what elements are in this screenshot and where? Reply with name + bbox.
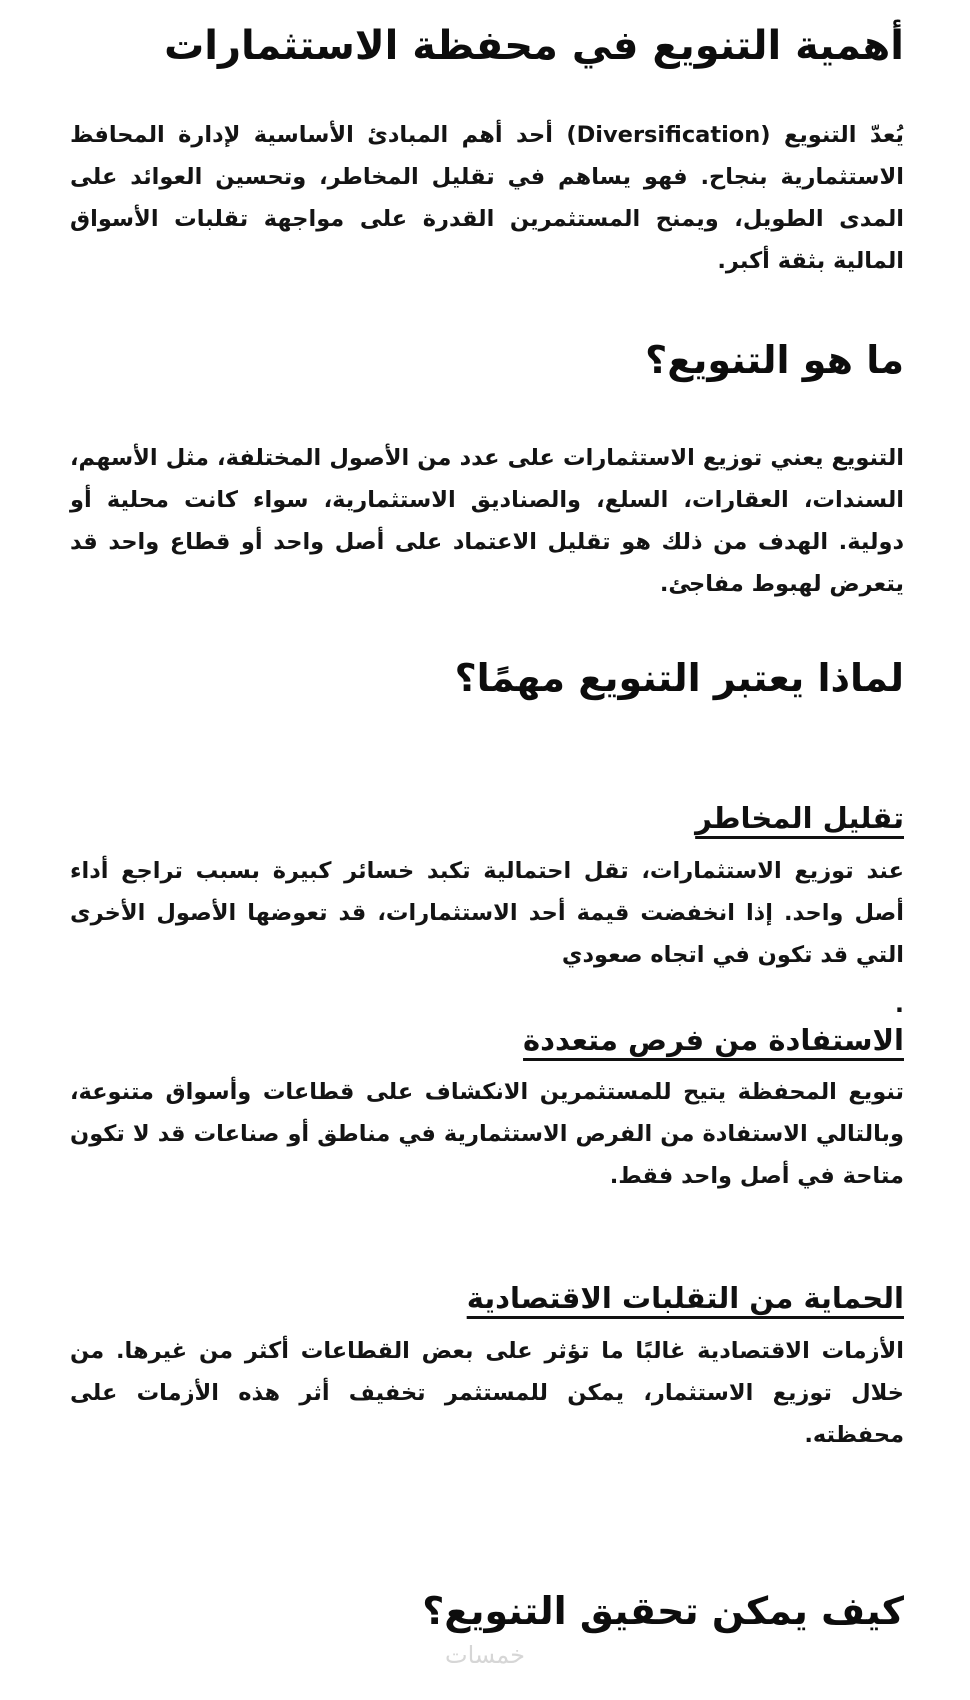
how-heading: كيف يمكن تحقيق التنويع؟ bbox=[422, 1589, 904, 1633]
risk-reduction-paragraph: عند توزيع الاستثمارات، تقل احتمالية تكبد خسائر كبيرة بسبب تراجع أداء أصل واحد. إذا انخفضت قيمة أحد الاستثمارات، قد تعوضها الأصول الأخرى التي قد تكون في اتجاه صعودي bbox=[70, 858, 904, 968]
intro-paragraph: يُعدّ التنويع (Diversification) أحد أهم المبادئ الأساسية لإدارة المحافظ الاستثمارية بنجاح. فهو يساهم في تقليل المخاطر، وتحسين العوائد على المدى الطويل، ويمنح المستثمرين القدرة على مواجهة تقلبات الأسواق المالية بثقة أكبر. bbox=[70, 122, 904, 274]
article-title: أهمية التنويع في محفظة الاستثمارات bbox=[164, 23, 904, 69]
watermark-logo: خمسات bbox=[444, 1641, 526, 1669]
why-heading: لماذا يعتبر التنويع مهمًا؟ bbox=[454, 656, 904, 700]
subheading-multiple-opportunities: الاستفادة من فرص متعددة bbox=[523, 1023, 904, 1057]
what-is-paragraph: التنويع يعني توزيع الاستثمارات على عدد من الأصول المختلفة، مثل الأسهم، السندات، العقارات، السلع، والصناديق الاستثمارية، سواء كانت محلية أو دولية. الهدف من ذلك هو تقليل الاعتماد على أصل واحد أو قطاع واحد قد يتعرض لهبوط مفاجئ. bbox=[70, 445, 904, 597]
multiple-opportunities-paragraph: تنويع المحفظة يتيح للمستثمرين الانكشاف على قطاعات وأسواق متنوعة، وبالتالي الاستفادة من الفرص الاستثمارية في مناطق أو صناعات قد لا تكون متاحة في أصل واحد فقط. bbox=[70, 1079, 904, 1189]
subheading-economic-protection: الحماية من التقلبات الاقتصادية bbox=[466, 1281, 904, 1315]
economic-protection-paragraph: الأزمات الاقتصادية غالبًا ما تؤثر على بعض القطاعات أكثر من غيرها. من خلال توزيع الاستثمار، يمكن للمستثمر تخفيف أثر هذه الأزمات على محفظته. bbox=[70, 1338, 904, 1448]
subheading-risk-reduction: تقليل المخاطر bbox=[695, 801, 904, 835]
what-is-heading: ما هو التنويع؟ bbox=[645, 338, 904, 382]
stray-period: . bbox=[894, 990, 904, 1018]
